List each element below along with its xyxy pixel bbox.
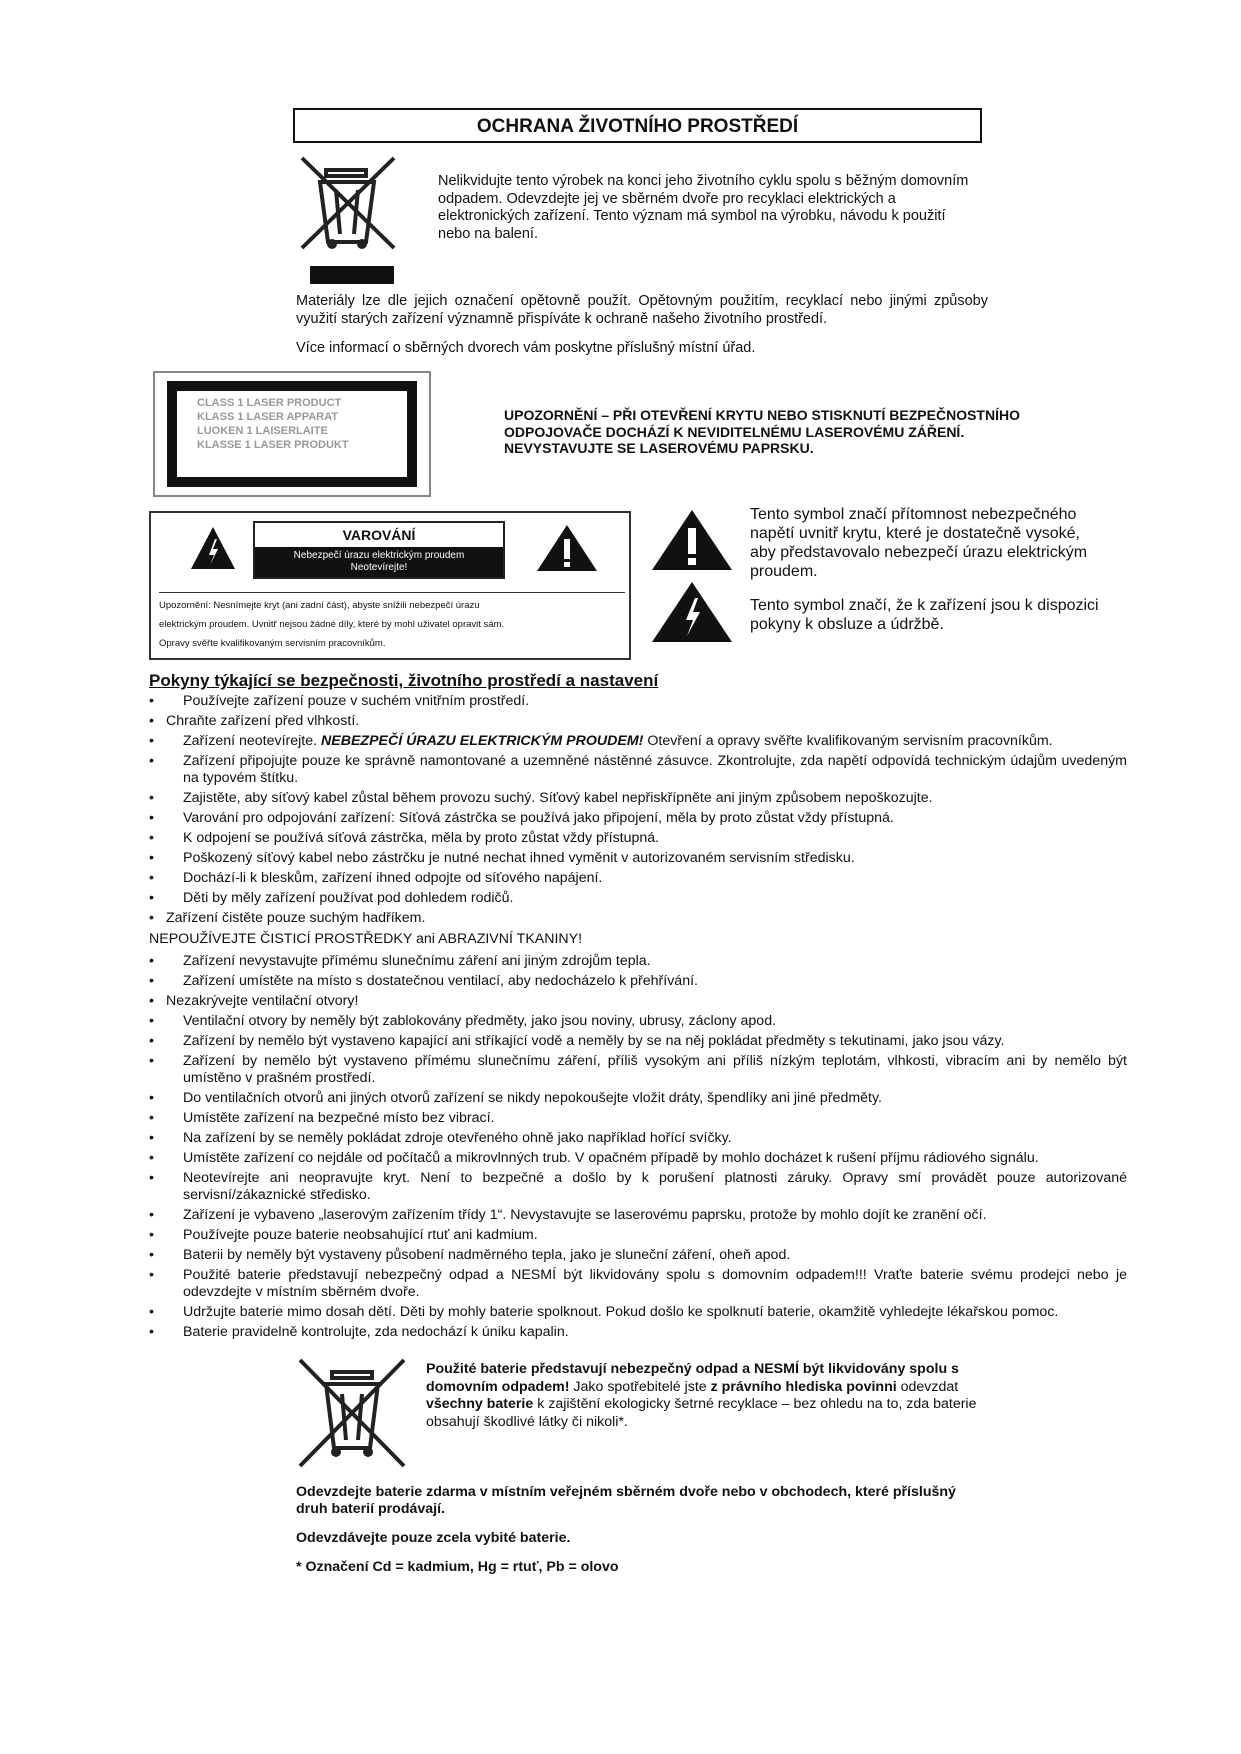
shock-warning-title: VAROVÁNÍ [342, 527, 416, 543]
list-item: • Na zařízení by se neměly pokládat zdroje otevřeného ohně jako například hořící svíčky. [149, 1129, 732, 1146]
safety-list [149, 692, 1127, 1343]
list-item: • Zařízení nevystavujte přímému slunečnímu záření ani jiným zdrojům tepla. [149, 952, 651, 969]
shock-warning-note [159, 592, 625, 653]
battery-symbols-note: * Označení Cd = kadmium, Hg = rtuť, Pb = olovo [296, 1559, 619, 1575]
list-item: • Neotevírejte ani neopravujte kryt. Není to bezpečné a došlo by k porušení platnosti záruky. Opravy smí provádět pouze autorizované servisní/zákaznické středisko. [149, 1169, 1127, 1203]
shock-warning-box [149, 511, 631, 660]
battery-return-text: Odevzdejte baterie zdarma v místním veřejném sběrném dvoře nebo v obchodech, které příslušný druh baterií prodávají. [296, 1484, 956, 1517]
no-cleaners-warning: NEPOUŽÍVEJTE ČISTICÍ PROSTŘEDKY ani ABRAZIVNÍ TKANINY! [149, 931, 583, 947]
list-item: • K odpojení se používá síťová zástrčka, měla by proto zůstat vždy přístupná. [149, 830, 660, 846]
exclamation-warning-icon [535, 523, 599, 573]
list-item: • Chraňte zařízení před vlhkostí. [149, 713, 360, 729]
env-intro: Nelikvidujte tento výrobek na konci jeho životního cyklu spolu s běžným domovním odpadem. Odevzdejte jej ve sběrném dvoře pro recyklaci elektrických a elektronických zařízení. Tento význam má symbol na výrobku, návodu k použití nebo na balení. [438, 173, 969, 242]
shock-warning-title-box [253, 521, 505, 579]
list-item: • Nezakrývejte ventilační otvory! [149, 992, 359, 1009]
battery-crossed-bin-icon [296, 1356, 408, 1470]
crossed-bin-icon [296, 156, 400, 286]
battery-discharged-text: Odevzdávejte pouze zcela vybité baterie. [296, 1530, 571, 1546]
laser-label-line: KLASSE 1 LASER PRODUKT [197, 439, 349, 451]
safety-title: Pokyny týkající se bezpečnosti, životního prostředí a nastavení [149, 671, 659, 690]
list-item: • Zařízení by nemělo být vystaveno kapající ani stříkající vodě a neměly by se na něj pokládat předměty s tekutinami, jako jsou vázy. [149, 1032, 1005, 1049]
symbol2-text: Tento symbol značí, že k zařízení jsou k dispozici pokyny k obsluze a údržbě. [750, 597, 1099, 633]
env-title: OCHRANA ŽIVOTNÍHO PROSTŘEDÍ [293, 108, 982, 143]
list-item: • Udržujte baterie mimo dosah dětí. Děti by mohly baterie spolknout. Pokud došlo ke spolknutí baterie, okamžitě vyhledejte lékařskou pomoc. [149, 1303, 1059, 1320]
list-item: • Zařízení umístěte na místo s dostatečnou ventilací, aby nedocházelo k přehřívání. [149, 972, 698, 989]
list-item: • Baterie pravidelně kontrolujte, zda nedochází k úniku kapalin. [149, 1323, 569, 1340]
laser-warning: UPOZORNĚNÍ – PŘI OTEVŘENÍ KRYTU NEBO STISKNUTÍ BEZPEČNOSTNÍHO ODPOJOVAČE DOCHÁZÍ K NEVIDITELNÉMU LASEROVÉMU ZÁŘENÍ. NEVYSTAVUJTE SE LASEROVÉMU PAPRSKU. [504, 407, 1020, 456]
list-item: • Zařízení připojujte pouze ke správně namontované a uzemněné nástěnné zásuvce. Zkontrolujte, zda napětí odpovídá technickým údajům uvedeným na typovém štítku. [149, 753, 1127, 786]
list-item: • Do ventilačních otvorů ani jiných otvorů zařízení se nikdy nepokoušejte vložit dráty, špendlíky ani jiné předměty. [149, 1089, 882, 1106]
shock-note-line: Opravy svěřte kvalifikovaným servisním pracovníkům. [159, 638, 386, 649]
list-item: • Baterii by neměly být vystaveny působení nadměrného tepla, jako je sluneční záření, oheň apod. [149, 1246, 791, 1263]
list-item: • Zařízení je vybaveno „laserovým zařízením třídy 1“. Nevystavujte se laserovému paprsku, protože by mohlo dojít ke zranění očí. [149, 1206, 987, 1223]
lightning-symbol-icon [650, 580, 734, 644]
exclamation-symbol-icon [650, 508, 734, 572]
laser-label-line: KLASS 1 LASER APPARAT [197, 411, 338, 423]
list-item: • Použité baterie představují nebezpečný odpad a NESMÍ být likvidovány spolu s domovním odpadem!!! Vraťte baterie svému prodejci nebo je odevzdejte v místním sběrném dvoře. [149, 1266, 1127, 1300]
env-materials: Materiály lze dle jejich označení opětovně použít. Opětovným použitím, recyklací nebo jinými způsoby využití starých zařízení významně přispíváte k ochraně našeho životního prostředí. [296, 293, 988, 327]
list-item: • Používejte pouze baterie neobsahující rtuť ani kadmium. [149, 1226, 538, 1243]
laser-label-line: CLASS 1 LASER PRODUCT [197, 397, 342, 409]
list-item: • Dochází-li k bleskům, zařízení ihned odpojte od síťového napájení. [149, 870, 603, 886]
lightning-warning-icon [189, 525, 237, 571]
battery-disposal-text: Použité baterie představují nebezpečný odpad a NESMÍ být likvidovány spolu s domovním odpadem! Jako spotřebitelé jste z právního hlediska povinni odevzdat všechny baterie k zajištění ekologicky šetrné recyklace – bez ohledu na to, zda baterie obsahují škodlivé látky či nikoli*. [426, 1361, 977, 1430]
list-item: • Varování pro odpojování zařízení: Síťová zástrčka se používá jako připojení, měla by proto zůstat vždy přístupná. [149, 810, 894, 826]
list-item: • Zařízení by nemělo být vystaveno přímému slunečnímu záření, příliš vysokým ani příliš nízkým teplotám, vlhkosti, vibracím ani by nemělo být umístěno v prašném prostředí. [149, 1052, 1127, 1086]
shock-warning-sub2: Neotevírejte! [350, 562, 408, 573]
list-item: • Používejte zařízení pouze v suchém vnitřním prostředí. [149, 693, 530, 709]
list-item: • Zajistěte, aby síťový kabel zůstal během provozu suchý. Síťový kabel nepřiskřípněte ani jiným způsobem nepoškozujte. [149, 790, 933, 806]
shock-note-line: elektrickým proudem. Uvnitř nejsou žádné díly, které by mohl uživatel opravit sám. [159, 619, 505, 630]
list-item: • Ventilační otvory by neměly být zablokovány předměty, jako jsou noviny, ubrusy, záclony apod. [149, 1012, 777, 1029]
list-item: • Poškozený síťový kabel nebo zástrčku je nutné nechat ihned vyměnit v autorizovaném servisním středisku. [149, 850, 855, 866]
list-item: • Zařízení čistěte pouze suchým hadříkem. [149, 910, 426, 926]
shock-warning-sub1: Nebezpečí úrazu elektrickým proudem [293, 550, 465, 561]
list-item: • Umístěte zařízení na bezpečné místo bez vibrací. [149, 1109, 495, 1126]
list-item: • Děti by měly zařízení používat pod dohledem rodičů. [149, 890, 514, 906]
shock-note-line: Upozornění: Nesnímejte kryt (ani zadní část), abyste snížili nebezpečí úrazu [159, 600, 480, 611]
list-item: • Zařízení neotevírejte. NEBEZPEČÍ ÚRAZU ELEKTRICKÝM PROUDEM! Otevření a opravy svěřte kvalifikovaným servisním pracovníkům. [149, 733, 1053, 749]
list-item: • Umístěte zařízení co nejdále od počítačů a mikrovlnných trub. V opačném případě by mohlo docházet k rušení příjmu rádiového signálu. [149, 1149, 1039, 1166]
laser-label-line: LUOKEN 1 LAISERLAITE [197, 425, 328, 437]
laser-class-label [153, 371, 431, 497]
symbol1-text: Tento symbol značí přítomnost nebezpečného napětí uvnitř krytu, které je dostatečně vysoké, aby představovalo nebezpečí úrazu elektrickým proudem. [750, 506, 1088, 580]
env-more-info: Více informací o sběrných dvorech vám poskytne příslušný místní úřad. [296, 340, 756, 356]
